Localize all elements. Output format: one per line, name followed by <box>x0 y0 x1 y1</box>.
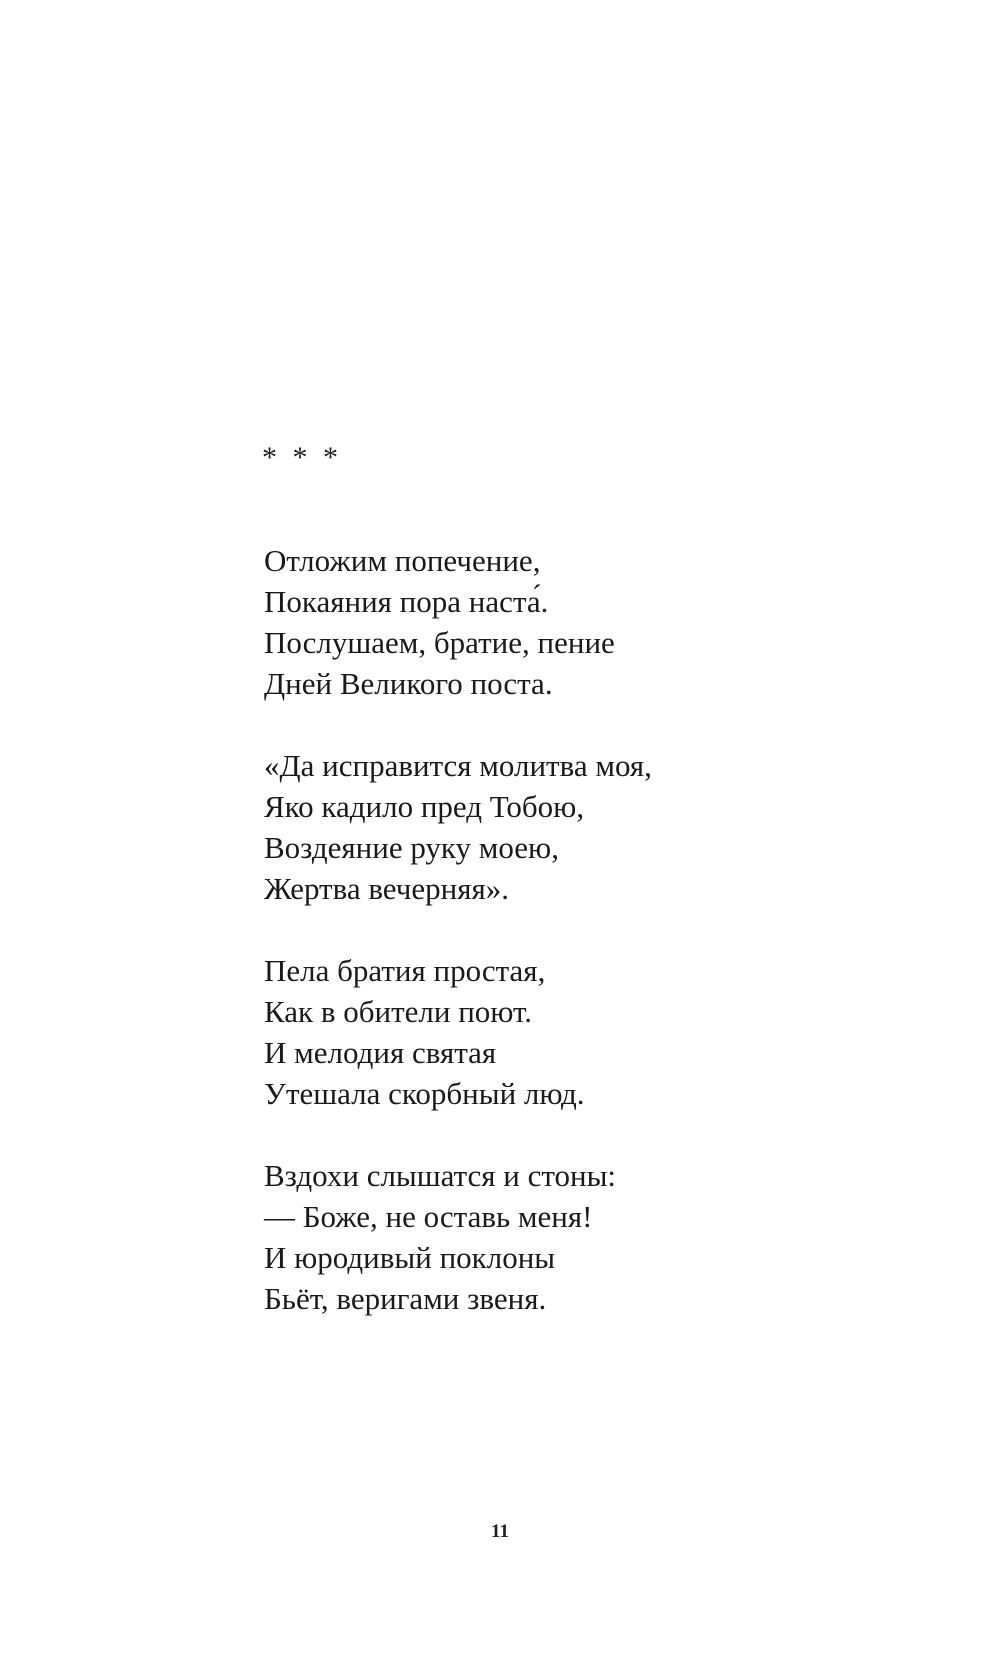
poem-line: «Да исправится молитва моя, <box>264 748 652 783</box>
poem-line: И мелодия святая <box>264 1035 497 1070</box>
poem-line: Дней Великого поста. <box>264 666 553 701</box>
poem-line: Отложим попечение, <box>264 543 541 578</box>
poem <box>264 540 904 1360</box>
poem-line: Как в обители поют. <box>264 994 533 1029</box>
section-asterism: * * * <box>262 441 342 474</box>
poem-line: Воздеяние руку моею, <box>264 830 559 865</box>
poem-line: Утешала скорбный люд. <box>264 1076 585 1111</box>
stanza <box>264 745 904 909</box>
poem-line: Жертва вечерняя». <box>264 871 509 906</box>
poem-line: Покаяния пора наста́. <box>264 584 549 619</box>
poem-line: Бьёт, веригами звеня. <box>264 1281 547 1316</box>
poem-line: Яко кадило пред Тобою, <box>264 789 585 824</box>
page-number: 11 <box>491 1521 509 1542</box>
stanza <box>264 540 904 704</box>
poem-line: Пела братия простая, <box>264 953 546 988</box>
stanza <box>264 950 904 1114</box>
poem-line: Вздохи слышатся и стоны: <box>264 1158 617 1193</box>
poem-line: — Боже, не оставь меня! <box>264 1199 593 1234</box>
stanza <box>264 1155 904 1319</box>
poem-line: Послушаем, братие, пение <box>264 625 615 660</box>
poem-line: И юродивый поклоны <box>264 1240 556 1275</box>
